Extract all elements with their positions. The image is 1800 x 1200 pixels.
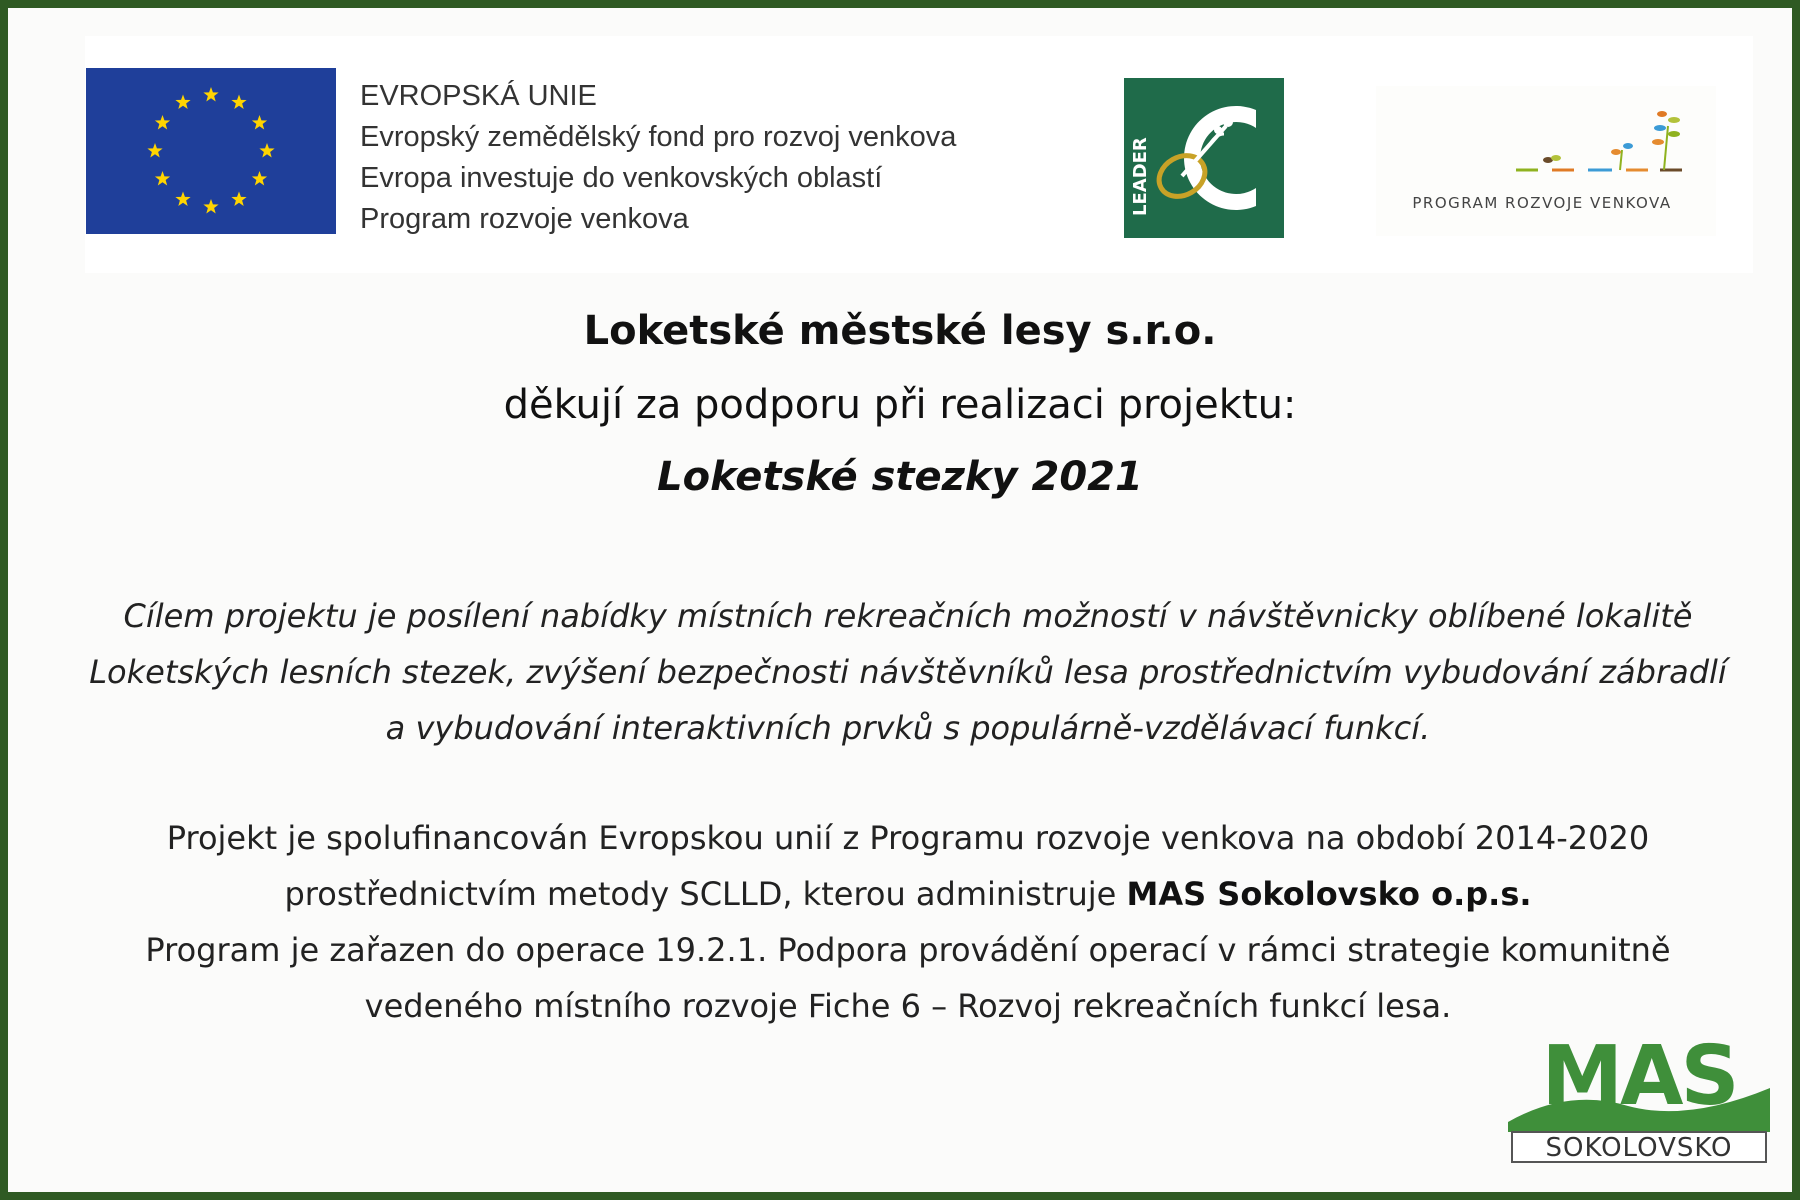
leader-logo-icon: [1124, 78, 1284, 238]
funding-line-4: vedeného místního rozvoje Fiche 6 – Rozvoj rekreačních funkcí lesa.: [364, 987, 1452, 1025]
title-block: [0, 306, 1800, 502]
leader-wordmark: LEADER: [1130, 137, 1151, 216]
company-name: Loketské městské lesy s.r.o.: [583, 308, 1217, 354]
project-goal: [40, 588, 1776, 756]
funding-line-3: Program je zařazen do operace 19.2.1. Podpora provádění operací v rámci strategie komunitně: [145, 931, 1671, 969]
funding-statement: [40, 810, 1776, 1034]
mas-sokolovsko-logo-icon: [1508, 1036, 1770, 1164]
prv-caption: PROGRAM ROZVOJE VENKOVA: [1412, 194, 1672, 212]
mas-name: MAS Sokolovsko o.p.s.: [1126, 875, 1532, 913]
funding-line-2: [40, 866, 1776, 922]
eu-flag-icon: [86, 68, 336, 234]
funding-line-1: Projekt je spolufinancován Evropskou unií z Programu rozvoje venkova na období 2014-2020: [166, 819, 1650, 857]
eu-text-block: [360, 76, 956, 240]
project-title: Loketské stezky 2021: [657, 454, 1143, 500]
eu-line-fund: Evropský zemědělský fond pro rozvoj venkova: [360, 121, 957, 153]
goal-line: Loketských lesních stezek, zvýšení bezpečnosti návštěvníků lesa prostřednictvím vybudování zábradlí: [89, 653, 1727, 691]
program-rozvoje-venkova-logo-icon: [1376, 86, 1756, 236]
funding-line-2-text: prostřednictvím metody SCLLD, kterou administruje: [284, 875, 1127, 913]
mas-wordmark: MAS: [1541, 1036, 1737, 1124]
thanks-line: děkují za podporu při realizaci projektu:: [503, 382, 1297, 428]
goal-line: a vybudování interaktivních prvků s populárně-vzdělávací funkcí.: [385, 709, 1431, 747]
eu-line-program: Program rozvoje venkova: [360, 203, 689, 235]
eu-line-invest: Evropa investuje do venkovských oblastí: [360, 162, 883, 194]
mas-subtitle: SOKOLOVSKO: [1545, 1133, 1733, 1163]
goal-line: Cílem projektu je posílení nabídky místních rekreačních možností v návštěvnicky oblíbené lokalitě: [123, 597, 1693, 635]
eu-line-union: EVROPSKÁ UNIE: [360, 80, 597, 112]
